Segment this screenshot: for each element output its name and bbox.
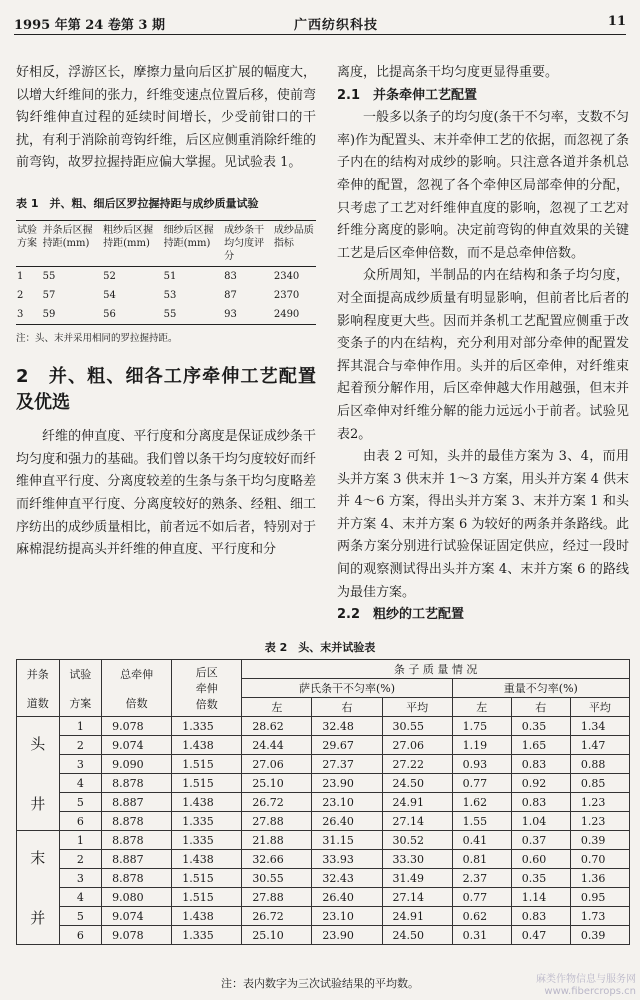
table-row xyxy=(17,812,630,831)
table2-cell: 1.438 xyxy=(172,793,242,812)
table2-cell: 0.31 xyxy=(452,926,511,945)
page-header xyxy=(14,10,626,32)
table2-cell: 24.50 xyxy=(382,774,452,793)
table2-cell: 28.62 xyxy=(242,717,312,736)
table2-cell: 1.335 xyxy=(172,831,242,850)
table1-header-cell: 试验方案 xyxy=(16,220,42,266)
watermark: 麻类作物信息与服务网 www.fibercrops.cn xyxy=(536,974,636,997)
table1-note: 注：头、末并采用相同的罗拉握持距。 xyxy=(16,332,178,344)
table2-cell: 27.88 xyxy=(242,888,312,907)
table2-cell: 1.335 xyxy=(172,717,242,736)
table2-cell: 23.90 xyxy=(312,774,382,793)
table2-cell: 24.44 xyxy=(242,736,312,755)
table2 xyxy=(16,659,630,945)
table2-cell: 8.878 xyxy=(102,831,172,850)
table1-cell: 2490 xyxy=(273,305,316,325)
table1-header-cell: 细纱后区握持距(mm) xyxy=(163,220,224,266)
table2-cell: 33.93 xyxy=(312,850,382,869)
table-row xyxy=(17,793,630,812)
table2-cell: 32.66 xyxy=(242,850,312,869)
table2-cell: 0.62 xyxy=(452,907,511,926)
table2-cell: 32.43 xyxy=(312,869,382,888)
t2-subheader-cell: 平均 xyxy=(570,698,629,717)
t2-h-weight: 重量不匀率(%) xyxy=(452,679,629,698)
header-rule xyxy=(14,34,626,35)
table2-cell: 1.335 xyxy=(172,926,242,945)
table-row xyxy=(17,926,630,945)
table1 xyxy=(16,220,316,325)
table-row xyxy=(17,831,630,850)
table1-cell: 3 xyxy=(16,305,42,325)
table2-cell: 0.47 xyxy=(511,926,570,945)
table2-cell: 1.438 xyxy=(172,907,242,926)
table1-cell: 2340 xyxy=(273,270,300,282)
table2-cell: 0.39 xyxy=(570,926,629,945)
right-paragraph-1: 一般多以条子的均匀度(条干不匀率，支数不匀率)作为配置头、末并牵伸工艺的依据，而忽视了条子内在的结构对成纱的影响。只注意各道并条机总牵伸的配置，忽视了各个牵伸区局部牵伸的分配，只考虑了工艺对纤维伸直度的影响，忽视了工艺对纤维分离度的影响。决定前弯钩的伸直效果的关键工艺是后区牵伸倍数，而不是总牵伸倍数。 xyxy=(337,110,629,261)
right-paragraph-2: 众所周知，半制品的内在结构和条子均匀度，对全面提高成纱质量有明显影响，但前者比后者的影响程度更大些。因而并条机工艺配置应侧重于改变条子的内在结构，充分利用对部分牵伸的配置发挥其混合与牵伸作用。头并的后区牵伸，对纤维束起着预分解作用，后区牵伸越大作用越强，但末并后区牵伸对纤维分解的能力远远小于前者。试验见表2。 xyxy=(337,268,629,442)
table1-cell: 52 xyxy=(103,270,116,282)
table2-cell: 24.50 xyxy=(382,926,452,945)
table-row xyxy=(16,286,316,305)
table2-cell: 9.080 xyxy=(102,888,172,907)
table1-cell: 93 xyxy=(223,305,273,325)
table2-cell: 8.887 xyxy=(102,850,172,869)
table2-cell: 1.438 xyxy=(172,850,242,869)
table2-cell: 1.515 xyxy=(172,869,242,888)
table2-cell: 25.10 xyxy=(242,926,312,945)
table2-cell: 24.91 xyxy=(382,907,452,926)
table2-cell: 1.73 xyxy=(570,907,629,926)
table2-cell: 0.83 xyxy=(511,755,570,774)
journal-name: 广西纺织科技 xyxy=(294,18,379,33)
table2-cell: 1.515 xyxy=(172,888,242,907)
t2-h-sayles: 萨氏条干不匀率(%) xyxy=(242,679,452,698)
table2-cell: 0.81 xyxy=(452,850,511,869)
table1-header-cell: 粗纱后区握持距(mm) xyxy=(102,220,163,266)
table2-cell: 6 xyxy=(59,926,102,945)
table2-cell: 0.77 xyxy=(452,888,511,907)
table1-cell: 51 xyxy=(163,270,177,282)
table1-header-cell: 成纱条干均匀度评分 xyxy=(223,220,273,266)
left-column xyxy=(16,62,316,562)
table2-cell: 6 xyxy=(59,812,102,831)
table-row xyxy=(17,755,630,774)
table-row xyxy=(16,266,316,286)
table2-cell: 32.48 xyxy=(312,717,382,736)
table2-cell: 1 xyxy=(59,717,102,736)
group-label-top: 末 xyxy=(30,848,46,867)
table-row xyxy=(17,736,630,755)
table2-cell: 24.91 xyxy=(382,793,452,812)
table2-cell: 9.078 xyxy=(102,926,172,945)
table-row xyxy=(17,907,630,926)
table1-cell: 2370 xyxy=(273,289,300,301)
group-label-bottom: 井 xyxy=(30,794,46,813)
table2-cell: 2.37 xyxy=(452,869,511,888)
left-paragraph-1: 好相反，浮游区长，摩擦力量向后区扩展的幅度大，以增大纤维间的张力，纤维变速点位置后移，使前弯钩纤维伸直过程的延续时间增长，少受前钳口的干扰，有利于消除前弯钩纤维，后区应侧重消除纤维的前弯钩，故罗拉握持距应偏大掌握。见试验表 1。 xyxy=(16,65,316,171)
table2-cell: 27.88 xyxy=(242,812,312,831)
table2-cell: 1.65 xyxy=(511,736,570,755)
table-row xyxy=(17,869,630,888)
table2-cell: 1.335 xyxy=(172,812,242,831)
subsection-2-1-title: 2.1 并条牵伸工艺配置 xyxy=(337,87,478,103)
table2-cell: 26.40 xyxy=(312,888,382,907)
table2-cell: 25.10 xyxy=(242,774,312,793)
table2-cell: 1.75 xyxy=(452,717,511,736)
table1-cell: 53 xyxy=(163,289,177,301)
t2-subheader-cell: 左 xyxy=(242,698,312,717)
table1-header-row xyxy=(16,220,316,266)
table2-cell: 27.14 xyxy=(382,812,452,831)
table2-cell: 0.60 xyxy=(511,850,570,869)
table1-cell: 56 xyxy=(102,305,163,325)
t2-h-total-draft: 总牵伸 倍数 xyxy=(102,660,172,717)
table2-caption: 表 2 头、末并试验表 xyxy=(264,641,376,654)
table1-cell: 55 xyxy=(42,270,56,282)
table2-cell: 1.62 xyxy=(452,793,511,812)
left-paragraph-2: 纤维的伸直度、平行度和分离度是保证成纱条干均匀度和强力的基础。我们曾以条干均匀度较好而纤维伸直平行度、分离度较差的生条与条干均匀度略差而纤维伸直平行度、分离度较好的熟条、经粗、细工序纺出的成纱质量相比，前者远不如后者，特别对于麻棉混纺提高头并纤维的伸直度、平行度和分 xyxy=(16,429,316,558)
table2-cell: 8.878 xyxy=(102,812,172,831)
table2-cell: 4 xyxy=(59,774,102,793)
table1-cell: 54 xyxy=(103,289,116,301)
table2-note: 注：表内数字为三次试验结果的平均数。 xyxy=(221,977,419,990)
table2-cell: 0.35 xyxy=(511,717,570,736)
table2-cell: 30.55 xyxy=(242,869,312,888)
table-row xyxy=(17,850,630,869)
table-row xyxy=(17,888,630,907)
table2-cell: 0.92 xyxy=(511,774,570,793)
table2-cell: 1.515 xyxy=(172,755,242,774)
table2-body xyxy=(17,717,630,945)
table2-cell: 0.83 xyxy=(511,793,570,812)
right-paragraph-0: 离度，比提高条干均匀度更显得重要。 xyxy=(337,65,559,80)
table2-cell: 9.090 xyxy=(102,755,172,774)
table2-cell: 23.90 xyxy=(312,926,382,945)
table2-cell: 23.10 xyxy=(312,907,382,926)
table2-cell: 1.19 xyxy=(452,736,511,755)
t2-subheader-cell: 右 xyxy=(511,698,570,717)
table2-cell: 0.95 xyxy=(570,888,629,907)
table2-cell: 2 xyxy=(59,736,102,755)
right-column xyxy=(337,62,629,627)
table2-cell: 5 xyxy=(59,793,102,812)
table-row xyxy=(17,717,630,736)
table2-cell: 1.04 xyxy=(511,812,570,831)
table1-caption: 表 1 并、粗、细后区罗拉握持距与成纱质量试验 xyxy=(16,196,259,210)
table2-cell: 1.515 xyxy=(172,774,242,793)
table2-cell: 1.14 xyxy=(511,888,570,907)
table2-cell: 0.35 xyxy=(511,869,570,888)
table1-header-cell: 并条后区握持距(mm) xyxy=(42,220,103,266)
table2-cell: 8.887 xyxy=(102,793,172,812)
table2-cell: 0.83 xyxy=(511,907,570,926)
table-row xyxy=(17,774,630,793)
table2-cell: 31.15 xyxy=(312,831,382,850)
table1-cell: 1 xyxy=(17,270,24,282)
table2-cell: 1.23 xyxy=(570,812,629,831)
table1-body xyxy=(16,266,316,324)
table2-cell: 27.22 xyxy=(382,755,452,774)
table2-cell: 29.67 xyxy=(312,736,382,755)
table2-cell: 2 xyxy=(59,850,102,869)
t2-h-lane: 并条 道数 xyxy=(17,660,60,717)
table2-cell: 1.438 xyxy=(172,736,242,755)
table2-cell: 1 xyxy=(59,831,102,850)
table2-cell: 0.39 xyxy=(570,831,629,850)
table1-cell: 55 xyxy=(163,305,224,325)
page-number: 11 xyxy=(607,14,626,29)
t2-h-quality: 条 子 质 量 情 况 xyxy=(242,660,630,679)
table2-cell: 26.72 xyxy=(242,907,312,926)
section2-title: 2 并、粗、细各工序牵伸工艺配置及优选 xyxy=(16,366,316,414)
table2-cell: 0.77 xyxy=(452,774,511,793)
table2-cell: 21.88 xyxy=(242,831,312,850)
table2-cell: 1.23 xyxy=(570,793,629,812)
table2-cell: 0.93 xyxy=(452,755,511,774)
table2-cell: 0.70 xyxy=(570,850,629,869)
table2-cell: 9.078 xyxy=(102,717,172,736)
table2-cell: 4 xyxy=(59,888,102,907)
table2-cell: 27.06 xyxy=(382,736,452,755)
table1-cell: 2 xyxy=(17,289,24,301)
table1-cell: 59 xyxy=(42,305,103,325)
table2-cell: 1.55 xyxy=(452,812,511,831)
table2-cell: 27.06 xyxy=(242,755,312,774)
t2-subheader-cell: 左 xyxy=(452,698,511,717)
table2-cell: 0.37 xyxy=(511,831,570,850)
table2-cell: 33.30 xyxy=(382,850,452,869)
t2-subheader-cell: 右 xyxy=(312,698,382,717)
table2-cell: 0.41 xyxy=(452,831,511,850)
table1-cell: 57 xyxy=(42,289,56,301)
table2-cell: 0.88 xyxy=(570,755,629,774)
right-paragraph-3: 由表 2 可知，头并的最佳方案为 3、4，而用头并方案 3 供末并 1～3 方案，用头并方案 4 供末并 4～6 方案，得出头并方案 3、末并方案 1 和头并方案 4、末并方案 6 为较好的两条并条路线。此两条方案分别进行试验保证固定供应，经过一段时间的观察测试得出头并方案 4、末并方案 6 的路线为最佳方案。 xyxy=(337,449,629,600)
table2-cell: 8.878 xyxy=(102,774,172,793)
table1-header-cell: 成纱品质指标 xyxy=(273,220,316,266)
table2-cell: 26.72 xyxy=(242,793,312,812)
issue-label: 1995 年第 24 卷第 3 期 xyxy=(14,18,165,33)
t2-subheader-cell: 平均 xyxy=(382,698,452,717)
group-label xyxy=(17,831,60,945)
table2-cell: 30.55 xyxy=(382,717,452,736)
table2-cell: 1.36 xyxy=(570,869,629,888)
table2-cell: 9.074 xyxy=(102,907,172,926)
group-label xyxy=(17,717,60,831)
table2-cell: 31.49 xyxy=(382,869,452,888)
table2-cell: 26.40 xyxy=(312,812,382,831)
table1-cell: 83 xyxy=(224,270,237,282)
table2-cell: 8.878 xyxy=(102,869,172,888)
table2-cell: 1.34 xyxy=(570,717,629,736)
table2-cell: 3 xyxy=(59,755,102,774)
table2-cell: 30.52 xyxy=(382,831,452,850)
table2-cell: 5 xyxy=(59,907,102,926)
t2-h-scheme: 试验 方案 xyxy=(59,660,102,717)
table2-cell: 3 xyxy=(59,869,102,888)
table2-cell: 1.47 xyxy=(570,736,629,755)
subsection-2-2-title: 2.2 粗纱的工艺配置 xyxy=(337,607,465,623)
table1-cell: 87 xyxy=(224,289,237,301)
group-label-bottom: 并 xyxy=(30,908,46,927)
group-label-top: 头 xyxy=(30,734,46,753)
table2-cell: 9.074 xyxy=(102,736,172,755)
table2-cell: 0.85 xyxy=(570,774,629,793)
t2-h-back-draft: 后区 牵伸 倍数 xyxy=(172,660,242,717)
table-row xyxy=(16,305,316,325)
table2-cell: 27.37 xyxy=(312,755,382,774)
table2-cell: 23.10 xyxy=(312,793,382,812)
table2-cell: 27.14 xyxy=(382,888,452,907)
